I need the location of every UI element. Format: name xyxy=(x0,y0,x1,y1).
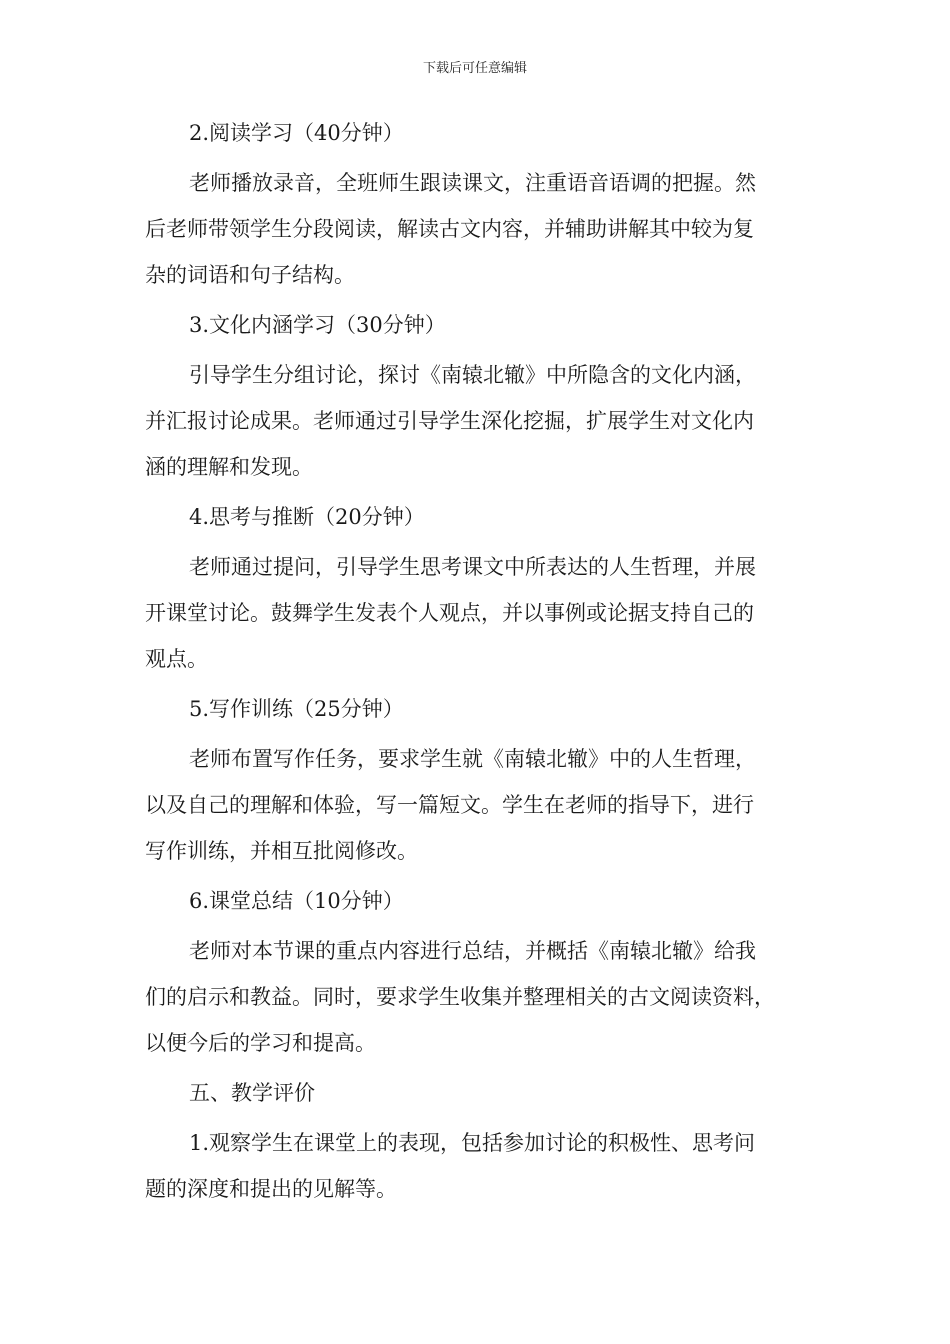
paragraph xyxy=(145,352,807,490)
paragraph-line: 写作训练，并相互批阅修改。 xyxy=(145,839,418,863)
paragraph-line: 观点。 xyxy=(145,647,208,671)
paragraph xyxy=(145,928,807,1066)
paragraph-line: 们的启示和教益。同时，要求学生收集并整理相关的古文阅读资料， xyxy=(145,985,775,1009)
paragraph-line: 题的深度和提出的见解等。 xyxy=(145,1177,397,1201)
paragraph xyxy=(145,736,807,874)
paragraph-line: 以便今后的学习和提高。 xyxy=(145,1031,376,1055)
section-heading: 4.思考与推断（20分钟） xyxy=(189,505,425,529)
paragraph-line: 老师播放录音，全班师生跟读课文，注重语音语调的把握。然 xyxy=(189,171,756,195)
paragraph-line: 杂的词语和句子结构。 xyxy=(145,263,355,287)
paragraph-line: 以及自己的理解和体验，写一篇短文。学生在老师的指导下，进行 xyxy=(145,793,754,817)
section-heading: 五、教学评价 xyxy=(189,1081,315,1105)
paragraph xyxy=(145,1120,807,1212)
page-header: 下载后可任意编辑 xyxy=(422,61,527,76)
paragraph-line: 开课堂讨论。鼓舞学生发表个人观点，并以事例或论据支持自己的 xyxy=(145,601,754,625)
paragraph xyxy=(145,160,807,298)
paragraph-line: 后老师带领学生分段阅读，解读古文内容，并辅助讲解其中较为复 xyxy=(145,217,754,241)
section-heading: 3.文化内涵学习（30分钟） xyxy=(189,313,446,337)
document-body xyxy=(145,110,807,1212)
section-heading: 5.写作训练（25分钟） xyxy=(189,697,404,721)
paragraph xyxy=(145,544,807,682)
paragraph-line: 引导学生分组讨论，探讨《南辕北辙》中所隐含的文化内涵， xyxy=(189,363,756,387)
paragraph-line: 老师布置写作任务，要求学生就《南辕北辙》中的人生哲理， xyxy=(189,747,756,771)
section-heading: 2.阅读学习（40分钟） xyxy=(189,121,404,145)
paragraph-line: 1.观察学生在课堂上的表现，包括参加讨论的积极性、思考问 xyxy=(189,1131,756,1155)
section-heading: 6.课堂总结（10分钟） xyxy=(189,889,404,913)
paragraph-line: 老师通过提问，引导学生思考课文中所表达的人生哲理，并展 xyxy=(189,555,756,579)
paragraph-line: 并汇报讨论成果。老师通过引导学生深化挖掘，扩展学生对文化内 xyxy=(145,409,754,433)
paragraph-line: 涵的理解和发现。 xyxy=(145,455,313,479)
paragraph-line: 老师对本节课的重点内容进行总结，并概括《南辕北辙》给我 xyxy=(189,939,756,963)
